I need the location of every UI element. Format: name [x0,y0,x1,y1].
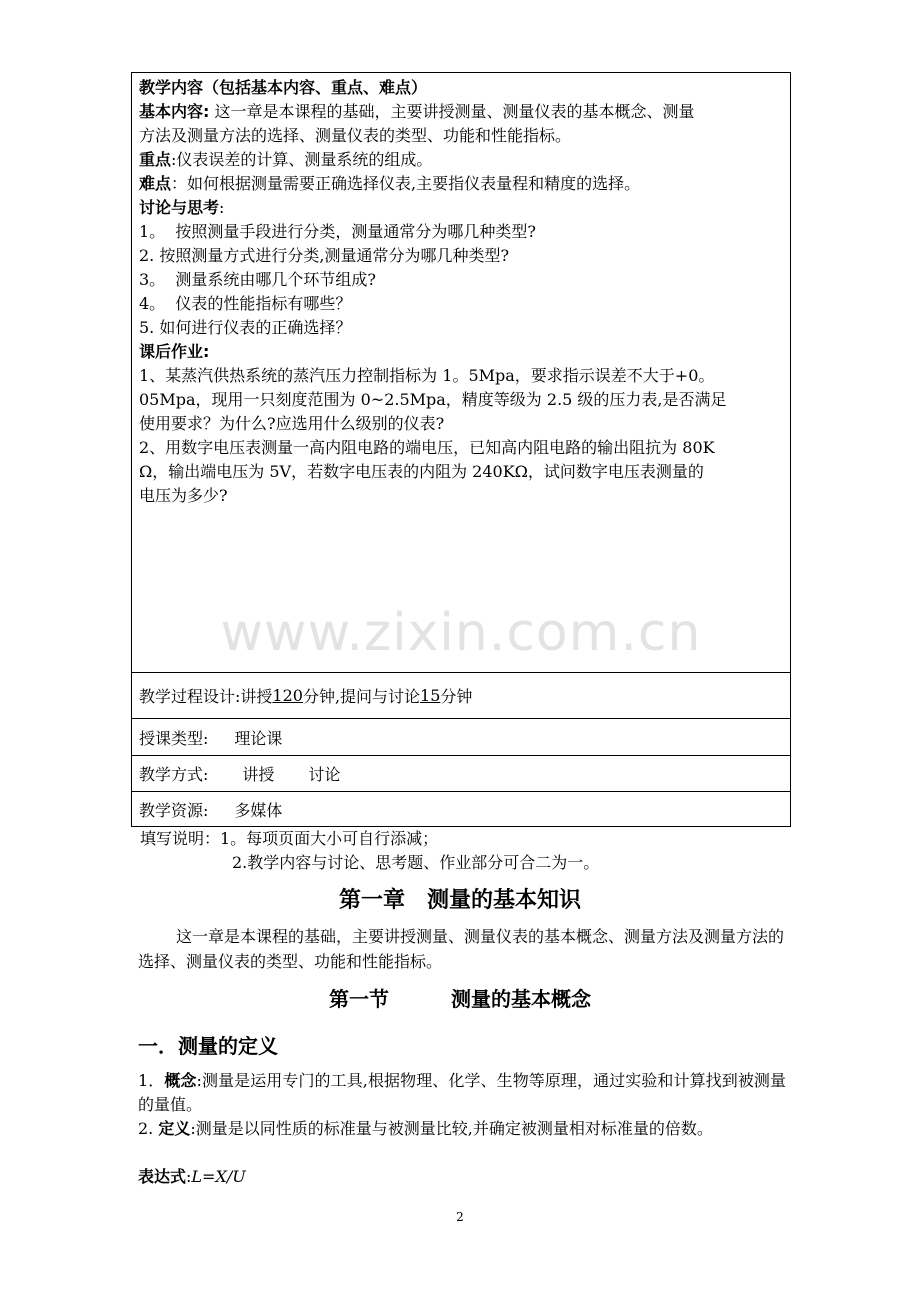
process-suffix: 分钟 [440,687,473,706]
discussion-label: 讨论与思考 [139,198,220,217]
discussion-question: 3。 测量系统由哪几个环节组成? [139,270,376,289]
homework-heading: 课后作业: [139,342,210,361]
lesson-type-value: 理论课 [234,728,283,748]
process-middle: 分钟,提问与讨论 [302,687,421,706]
teaching-method-row [132,756,790,792]
chapter-name: 测量的基本知识 [427,888,582,913]
chapter-title [0,883,920,914]
section-name: 测量的基本概念 [451,987,591,1011]
concept-number: 1． [138,1071,165,1090]
homework-line: 使用要求？为什么?应选用什么级别的仪表? [139,414,445,433]
discussion-minutes: 15 [420,686,441,705]
teaching-content-cell [132,73,790,673]
teaching-method-label: 教学方式: [139,765,209,784]
fill-note-line-1: 填写说明：1。每项页面大小可自行添减； [140,829,439,848]
key-points-label: 重点 [139,150,172,169]
homework-line: 05Mpa，现用一只刻度范围为 0~2.5Mpa，精度等级为 2.5 级的压力表,是否满足 [139,390,727,409]
watermark: www.zixin.com.cn [220,603,702,663]
homework-line: Ω，输出端电压为 5V，若数字电压表的内阻为 240KΩ，试问数字电压表测量的 [139,462,704,481]
key-points-text: :仪表误差的计算、测量系统的组成。 [171,150,433,169]
teaching-process-row [132,673,790,719]
lesson-type-label: 授课类型: [139,728,209,748]
homework-line: 2、用数字电压表测量一高内阻电路的端电压，已知高内阻电路的输出阻抗为 80K [139,438,715,457]
basic-content-text-1: 这一章是本课程的基础，主要讲授测量、测量仪表的基本概念、测量 [209,102,695,121]
teaching-method-value-1: 讲授 [242,765,275,784]
difficult-points-text: ：如何根据测量需要正确选择仪表,主要指仪表量程和精度的选择。 [171,174,641,193]
definition-number: 2. [138,1119,159,1138]
discussion-heading [139,196,783,220]
expression-colon: : [186,1167,192,1186]
subheading-definition: 一．测量的定义 [138,1034,278,1058]
section-title [0,983,920,1012]
fill-note-line-2: 2.教学内容与讨论、思考题、作业部分可合二为一。 [232,853,600,872]
expression-formula: L=X/U [191,1167,246,1186]
basic-content-label: 基本内容: [139,102,210,121]
discussion-colon: : [219,198,225,217]
section-number: 第一节 [329,987,389,1011]
definition-label: 定义 [158,1119,191,1138]
concept-paragraph [138,1069,786,1117]
lesson-plan-table [131,72,791,827]
homework-line: 1、某蒸汽供热系统的蒸汽压力控制指标为 1。5Mpa，要求指示误差不大于+0。 [139,366,715,385]
discussion-question: 4。 仪表的性能指标有哪些？ [139,294,352,313]
chapter-number: 第一章 [338,888,405,913]
definition-paragraph [138,1117,786,1141]
concept-label: 概念 [164,1071,197,1090]
concept-text: :测量是运用专门的工具,根据物理、化学、生物等原理，通过实验和计算找到被测量的量值。 [138,1071,786,1114]
homework-line: 电压为多少? [139,486,228,505]
definition-text: :测量是以同性质的标准量与被测量比较,并确定被测量相对标准量的倍数。 [190,1119,713,1138]
difficult-points-line [139,172,783,196]
teaching-resource-row [132,792,790,826]
teaching-resource-value: 多媒体 [234,800,283,820]
content-heading: 教学内容（包括基本内容、重点、难点） [139,78,428,97]
discussion-question: 1。 按照测量手段进行分类，测量通常分为哪几种类型? [139,222,536,241]
teaching-resource-label: 教学资源: [139,800,209,820]
difficult-points-label: 难点 [139,174,172,193]
expression-label: 表达式 [138,1167,187,1186]
basic-content-line-2: 方法及测量方法的选择、测量仪表的类型、功能和性能指标。 [139,126,572,145]
discussion-question: 5. 如何进行仪表的正确选择？ [139,318,352,337]
page-number: 2 [456,1210,464,1224]
key-points-line [139,148,783,172]
process-prefix: 教学过程设计:讲授 [139,687,273,706]
basic-content-line-1 [139,100,783,124]
teaching-method-value-2: 讨论 [308,765,341,784]
lecture-minutes: 120 [272,686,303,705]
lesson-type-row [132,719,790,756]
discussion-question: 2. 按照测量方式进行分类,测量通常分为哪几种类型? [139,246,510,265]
chapter-intro: 这一章是本课程的基础，主要讲授测量、测量仪表的基本概念、测量方法及测量方法的选择、测量仪表的类型、功能和性能指标。 [138,927,785,971]
expression-line [138,1165,786,1189]
